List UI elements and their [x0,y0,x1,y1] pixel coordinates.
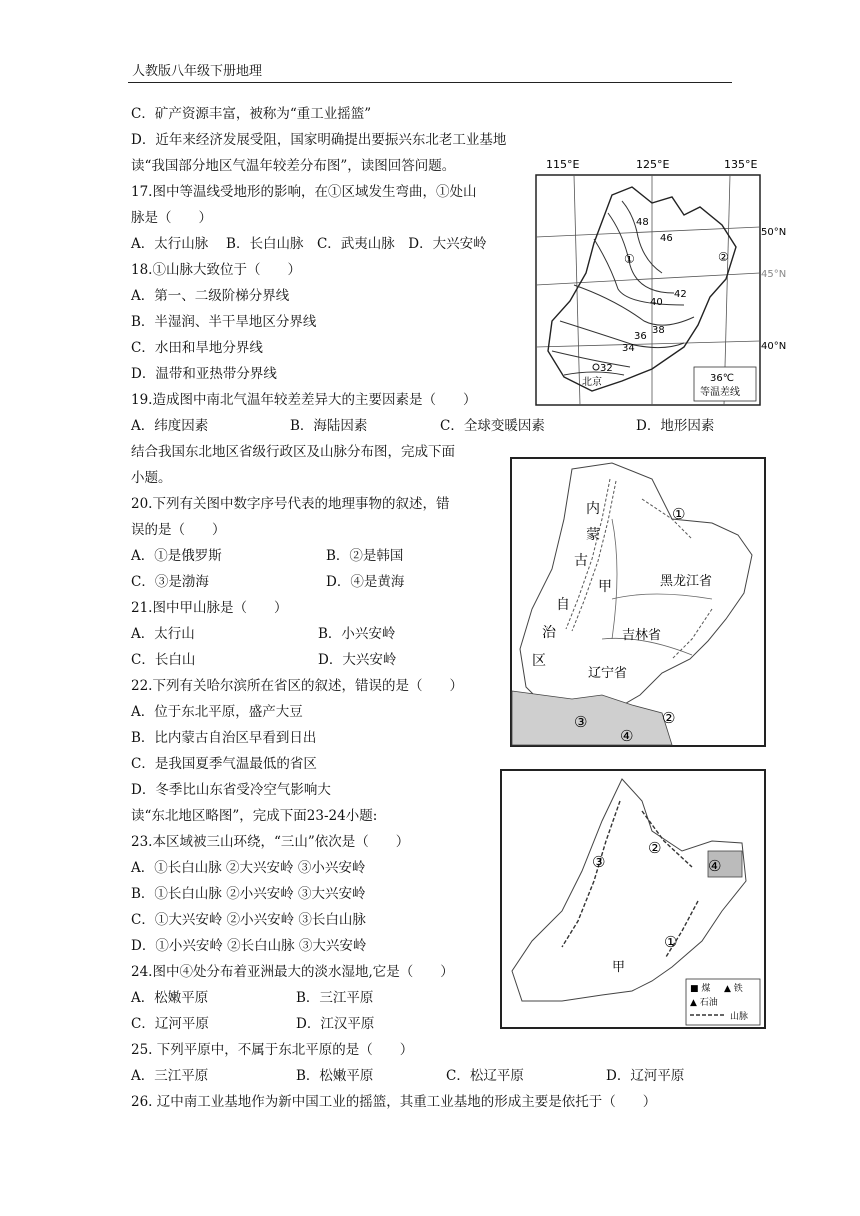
region-char: 自 [556,597,570,613]
area-label: 甲 [612,960,626,975]
q23-option-d: D．①小兴安岭 ②长白山脉 ③大兴安岭 [131,938,367,954]
q22-option-c: C．是我国夏季气温最低的省区 [131,756,317,772]
lat-label: 45°N [761,269,787,280]
q22-option-b: B．比内蒙古自治区早看到日出 [131,730,317,746]
q19-option-a: A．纬度因素 [131,418,209,434]
question-17: 17.图中等温线受地形的影响，在①区域发生弯曲，①处山 [131,184,477,200]
lon-label: 115°E [546,158,580,171]
sea-area [512,691,672,745]
q25-option-a: A．三江平原 [131,1068,209,1084]
marker-1: ① [672,505,686,523]
marker-1: ① [624,252,635,266]
q20-option-c: C．③是渤海 [131,574,209,590]
beijing-dot [593,364,599,370]
text-line: 误的是（ ） [131,522,226,538]
question-20: 20.下列有关图中数字序号代表的地理事物的叙述，错 [131,496,450,512]
q18-option-a: A．第一、二级阶梯分界线 [131,288,290,304]
q17-options: A．太行山脉 B．长白山脉 C．武夷山脉 D．大兴安岭 [131,236,487,252]
map3-svg [502,771,764,1027]
q25-option-c: C．松辽平原 [446,1068,524,1084]
q22-option-d: D．冬季比山东省受冷空气影响大 [131,782,331,798]
region-outline [520,463,752,717]
q20-option-b: B．②是韩国 [326,548,404,564]
legend-item: 山脉 [730,1012,749,1022]
q23-option-b: B．①长白山脉 ②小兴安岭 ③大兴安岭 [131,886,366,902]
lon-label: 125°E [636,158,670,171]
question-24: 24.图中④处分布着亚洲最大的淡水湿地,它是（ ） [131,964,454,980]
q21-option-b: B．小兴安岭 [318,626,396,642]
mountain-label: 甲 [598,579,612,595]
text-line: 读“我国部分地区气温年较差分布图”，读图回答问题。 [131,158,456,174]
marker-2: ② [718,250,729,264]
q25-option-d: D．辽河平原 [606,1068,685,1084]
region-char: 内 [586,501,600,517]
q18-option-d: D．温带和亚热带分界线 [131,366,277,382]
question-25: 25. 下列平原中，不属于东北平原的是（ ） [131,1042,414,1058]
map-northeast-provinces [510,457,766,747]
q25-option-b: B．松嫩平原 [296,1068,374,1084]
legend-item: ▲ 铁 [724,984,743,994]
header-rule [128,82,732,83]
map-northeast-sketch [500,769,766,1029]
marker-4: ④ [708,857,722,875]
q24-option-c: C．辽河平原 [131,1016,209,1032]
isoline-value: 42 [674,289,687,300]
question-19: 19.造成图中南北气温年较差差异大的主要因素是（ ） [131,392,477,408]
text-line: 脉是（ ） [131,210,212,226]
marker-3: ③ [574,713,588,731]
region-char: 区 [532,653,546,669]
region-char: 蒙 [586,527,600,543]
text-line: 读“东北地区略图”，完成下面23-24小题: [131,808,378,824]
legend-item: ▲ 石油 [690,998,718,1008]
isoline-value: 32 [600,363,613,374]
province-label: 吉林省 [622,628,662,643]
q18-option-b: B．半湿润、半干旱地区分界线 [131,314,317,330]
q21-option-c: C．长白山 [131,652,196,668]
map-temperature-range [534,155,787,410]
isoline-value: 38 [652,325,665,336]
q22-option-a: A．位于东北平原，盛产大豆 [131,704,303,720]
isoline-value: 36 [634,331,647,342]
q19-option-b: B．海陆因素 [290,418,368,434]
question-21: 21.图中甲山脉是（ ） [131,600,288,616]
marker-1: ① [664,933,678,951]
legend-value: 36℃ [710,373,734,384]
q23-option-c: C．①大兴安岭 ②小兴安岭 ③长白山脉 [131,912,366,928]
legend-item: ■ 煤 [690,984,711,994]
lon-label: 135°E [724,158,758,171]
text-line: D．近年来经济发展受阻，国家明确提出要振兴东北老工业基地 [131,132,507,148]
text-line: 结合我国东北地区省级行政区及山脉分布图，完成下面 [131,444,455,460]
q24-option-d: D．江汉平原 [296,1016,375,1032]
region-char: 治 [542,625,556,641]
q24-option-b: B．三江平原 [296,990,374,1006]
isoline-value: 34 [622,343,635,354]
marker-2: ② [648,839,662,857]
q20-option-a: A．①是俄罗斯 [131,548,222,564]
province-label: 黑龙江省 [660,574,713,589]
q18-option-c: C．水田和旱地分界线 [131,340,263,356]
q19-option-d: D．地形因素 [636,418,715,434]
q21-option-a: A．太行山 [131,626,195,642]
isoline-value: 40 [650,297,663,308]
city-label: 北京 [582,377,602,388]
province-label: 辽宁省 [588,666,628,681]
question-22: 22.下列有关哈尔滨所在省区的叙述，错误的是（ ） [131,678,463,694]
question-26: 26. 辽中南工业基地作为新中国工业的摇篮，其重工业基地的形成主要是依托于（ ） [131,1094,657,1110]
region-outline [512,779,746,1001]
region-char: 古 [574,553,588,569]
marker-4: ④ [620,727,634,745]
q20-option-d: D．④是黄海 [326,574,405,590]
question-23: 23.本区域被三山环绕，“三山”依次是（ ） [131,834,410,850]
page-header: 人教版八年级下册地理 [132,64,263,79]
isoline-value: 48 [636,217,649,228]
lat-label: 40°N [761,341,787,352]
map1-svg [534,155,787,410]
marker-2: ② [662,709,676,727]
legend-label: 等温差线 [700,387,740,398]
text-line: 小题。 [131,470,172,486]
q21-option-d: D．大兴安岭 [318,652,397,668]
question-18: 18.①山脉大致位于（ ） [131,262,301,278]
lat-label: 50°N [761,227,787,238]
text-line: C．矿产资源丰富，被称为“重工业摇篮” [131,106,372,122]
q24-option-a: A．松嫩平原 [131,990,209,1006]
q23-option-a: A．①长白山脉 ②大兴安岭 ③小兴安岭 [131,860,366,876]
isoline-value: 46 [660,233,673,244]
q19-option-c: C．全球变暖因素 [440,418,545,434]
marker-3: ③ [592,853,606,871]
map2-svg [512,459,764,745]
